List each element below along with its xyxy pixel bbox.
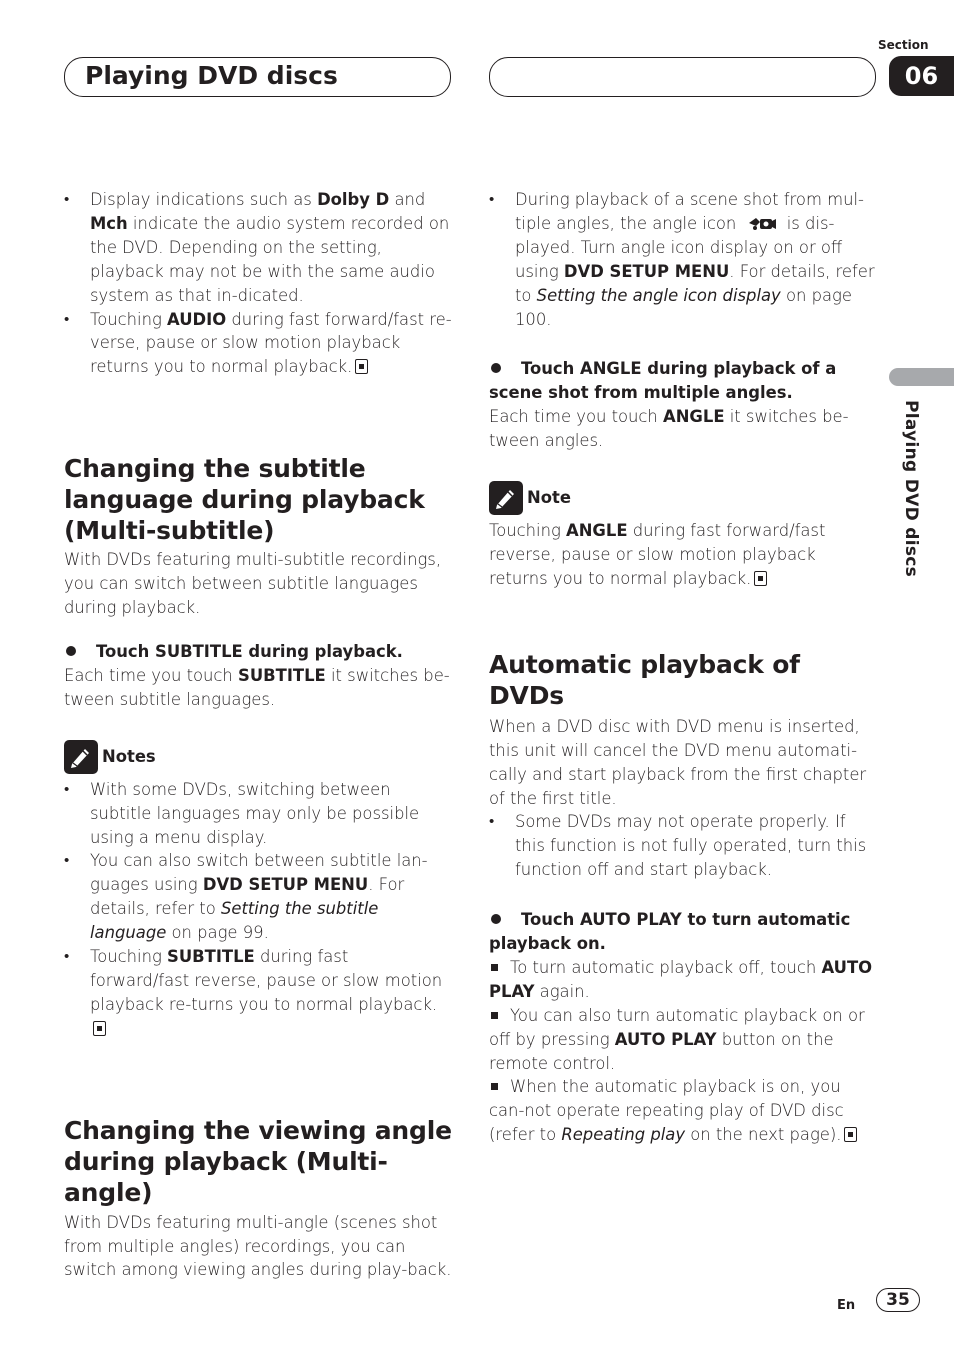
square-bullet-icon bbox=[491, 1012, 498, 1019]
pencil-note-icon bbox=[489, 481, 523, 515]
note-label: Note bbox=[527, 488, 571, 508]
auto-heading: Automatic playback of DVDs bbox=[489, 649, 800, 710]
top-bullets bbox=[64, 188, 452, 379]
list-item: • With some DVDs, switching between subtitle languages may only be possible using a menu display. bbox=[64, 778, 452, 850]
list-item: • Touching AUDIO during fast forward/fast re-verse, pause or slow motion playback returns you to normal playback. bbox=[64, 308, 452, 380]
language-label: En bbox=[837, 1298, 856, 1313]
pencil-note-icon bbox=[64, 740, 98, 774]
angle-heading: Changing the viewing angle during playback (Multi-angle) bbox=[64, 1115, 452, 1207]
square-bullet-icon bbox=[491, 964, 498, 971]
notes-label: Notes bbox=[102, 746, 156, 766]
subtitle-intro: With DVDs featuring multi-subtitle recordings, you can switch between subtitle languages during playback. bbox=[64, 550, 442, 618]
list-item: • Some DVDs may not operate properly. If this function is not fully operated, turn this function off and start playback. bbox=[489, 810, 877, 882]
left-column bbox=[64, 188, 452, 1282]
list-item: • During playback of a scene shot from mul-tiple angles, the angle icon is dis-played. Turn angle icon display on or off using DVD SETUP MENU. For details, refer to Setting the angle icon display on page 100. bbox=[489, 188, 877, 331]
subtitle-step-desc: Each time you touch SUBTITLE it switches be-tween subtitle languages. bbox=[64, 665, 450, 709]
subtitle-step: Touch SUBTITLE during playback. bbox=[64, 640, 452, 664]
section-label: Section bbox=[878, 38, 929, 52]
notes-list bbox=[64, 778, 452, 1041]
sub-item: To turn automatic playback off, touch AUTO PLAY again. bbox=[489, 957, 873, 1001]
right-column bbox=[489, 188, 877, 1147]
end-mark-icon bbox=[754, 571, 767, 586]
list-item: • Display indications such as Dolby D and Mch indicate the audio system recorded on the DVD. Depending on the setting, playback may not be with the same audio system as that in-dicated. bbox=[64, 188, 452, 308]
end-mark-icon bbox=[844, 1127, 857, 1142]
angle-step-desc: Each time you touch ANGLE it switches be-tween angles. bbox=[489, 407, 849, 451]
note-header bbox=[489, 481, 877, 515]
subtitle-heading: Changing the subtitle language during playback (Multi-subtitle) bbox=[64, 454, 425, 546]
page-number: 35 bbox=[876, 1288, 920, 1312]
list-item: • You can also switch between subtitle lan-guages using DVD SETUP MENU. For details, refer to Setting the subtitle language on page 99. bbox=[64, 849, 452, 945]
auto-intro: When a DVD disc with DVD menu is inserted, this unit will cancel the DVD menu automati-cally and start playback from the first chapter of the first title. bbox=[489, 716, 867, 808]
side-tab-marker bbox=[889, 368, 954, 386]
step-disc-icon bbox=[66, 646, 76, 656]
angle-intro: With DVDs featuring multi-angle (scenes shot from multiple angles) recordings, you can switch among viewing angles during play-back. bbox=[64, 1212, 452, 1280]
step-disc-icon bbox=[491, 914, 501, 924]
header-title-pill bbox=[64, 57, 451, 97]
page-header-title: Playing DVD discs bbox=[85, 61, 338, 90]
end-mark-icon bbox=[355, 359, 368, 374]
note-text: Touching ANGLE during fast forward/fast reverse, pause or slow motion playback returns you to normal playback. bbox=[489, 521, 826, 588]
sub-item: You can also turn automatic playback on or off by pressing AUTO PLAY button on the remote control. bbox=[489, 1005, 865, 1073]
section-number-badge: 06 bbox=[889, 56, 954, 96]
end-mark-icon bbox=[93, 1021, 106, 1036]
list-item: • Touching SUBTITLE during fast forward/fast reverse, pause or slow motion playback re-turns you to normal playback. bbox=[64, 945, 452, 1041]
angle-step: Touch ANGLE during playback of a scene shot from multiple angles. bbox=[489, 359, 837, 403]
auto-step: Touch AUTO PLAY to turn automatic playback on. bbox=[489, 910, 851, 954]
square-bullet-icon bbox=[491, 1083, 498, 1090]
angle-icon bbox=[746, 214, 778, 232]
auto-bullets bbox=[489, 810, 877, 882]
step-disc-icon bbox=[491, 363, 501, 373]
sub-item: When the automatic playback is on, you can-not operate repeating play of DVD disc (refer to Repeating play on the next page). bbox=[489, 1075, 877, 1147]
angle-icon-bullet bbox=[489, 188, 877, 331]
side-tab-label: Playing DVD discs bbox=[901, 400, 921, 578]
header-blank-pill bbox=[489, 57, 876, 97]
notes-header bbox=[64, 740, 452, 774]
